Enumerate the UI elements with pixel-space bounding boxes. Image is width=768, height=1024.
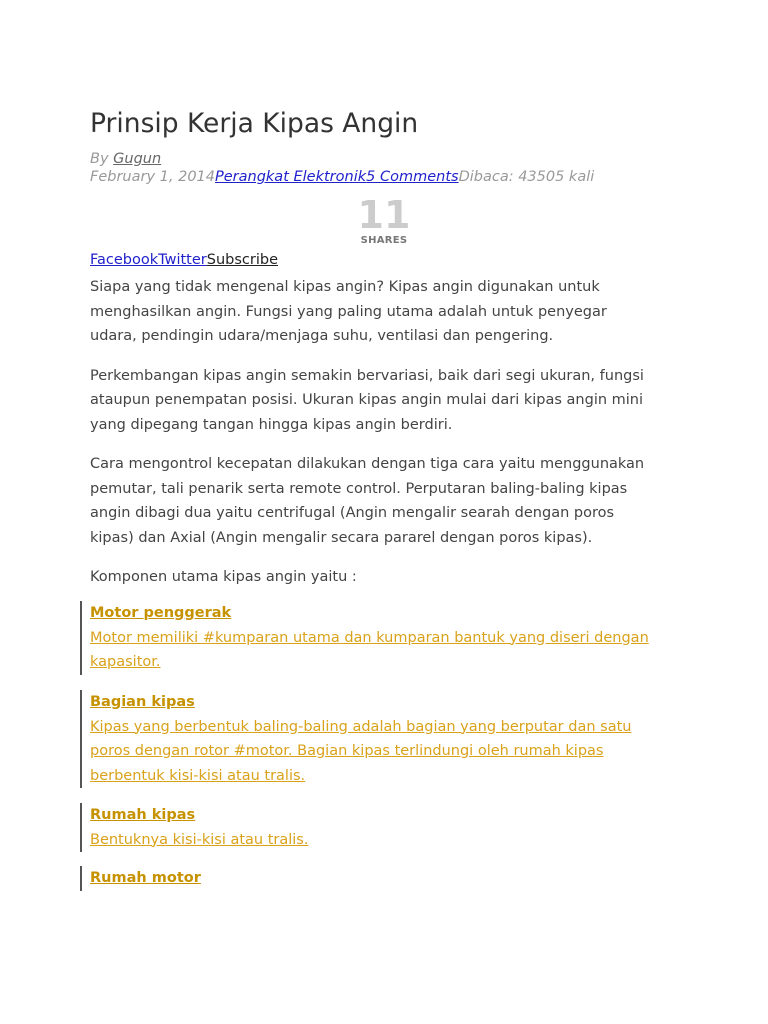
component-item bbox=[80, 601, 649, 675]
component-desc-link[interactable]: Motor memiliki #kumparan utama dan kumparan bantuk yang diseri dengan kapasitor. bbox=[90, 629, 649, 670]
component-item bbox=[80, 690, 631, 788]
component-desc-link[interactable]: Bentuknya kisi-kisi atau tralis. bbox=[90, 831, 309, 848]
author-link[interactable]: Gugun bbox=[113, 151, 162, 167]
article-body bbox=[90, 275, 690, 605]
article-title: Prinsip Kerja Kipas Angin bbox=[90, 108, 419, 139]
by-prefix: By bbox=[90, 151, 114, 167]
share-counter bbox=[334, 193, 434, 246]
post-date: February 1, 2014 bbox=[90, 169, 215, 185]
component-title-link[interactable]: Bagian kipas bbox=[90, 694, 195, 710]
social-links bbox=[90, 252, 278, 268]
share-count: 11 bbox=[357, 193, 411, 237]
paragraph: Komponen utama kipas angin yaitu : bbox=[90, 569, 357, 585]
paragraph: Cara mengontrol kecepatan dilakukan dengan tiga cara yaitu menggunakan pemutar, tali penarik serta remote control. Perputaran baling-baling kipas angin dibagi dua yaitu centrifugal (Angin mengalir searah dengan poros kipas) dan Axial (Angin mengalir secara pararel dengan poros kipas). bbox=[90, 456, 645, 546]
subscribe-link[interactable]: Subscribe bbox=[206, 252, 278, 268]
component-title-link[interactable]: Rumah motor bbox=[90, 870, 201, 886]
share-label: SHARES bbox=[360, 235, 408, 246]
post-meta bbox=[90, 169, 594, 185]
view-count: Dibaca: 43505 kali bbox=[458, 169, 595, 185]
component-title-link[interactable]: Motor penggerak bbox=[90, 605, 232, 621]
comments-link[interactable]: 5 Comments bbox=[366, 169, 459, 185]
paragraph: Perkembangan kipas angin semakin bervariasi, baik dari segi ukuran, fungsi ataupun penempatan posisi. Ukuran kipas angin mulai dari kipas angin mini yang dipegang tangan hingga kipas angin berdiri. bbox=[90, 367, 644, 433]
component-title-link[interactable]: Rumah kipas bbox=[90, 807, 196, 823]
twitter-link[interactable]: Twitter bbox=[158, 252, 207, 268]
byline bbox=[90, 151, 161, 167]
facebook-link[interactable]: Facebook bbox=[90, 252, 159, 268]
component-item bbox=[80, 866, 201, 891]
component-item bbox=[80, 803, 308, 852]
category-link[interactable]: Perangkat Elektronik bbox=[215, 169, 367, 185]
paragraph: Siapa yang tidak mengenal kipas angin? Kipas angin digunakan untuk menghasilkan angin. Fungsi yang paling utama adalah untuk penyegar udara, pendingin udara/menjaga suhu, ventilasi dan pengering. bbox=[90, 279, 607, 344]
component-desc-link[interactable]: Kipas yang berbentuk baling-baling adalah bagian yang berputar dan satu poros dengan rotor #motor. Bagian kipas terlindungi oleh rumah kipas berbentuk kisi-kisi atau tralis. bbox=[90, 718, 632, 784]
